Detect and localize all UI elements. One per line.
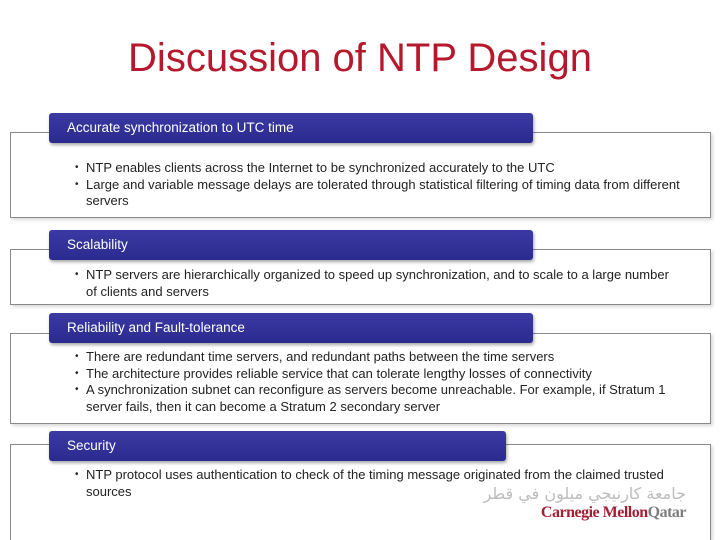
university-logo <box>484 484 686 522</box>
bullet-icon: • <box>75 351 79 362</box>
logo-name-primary: Carnegie Mellon <box>540 504 648 521</box>
bullet-text: NTP protocol uses authentication to check of the timing message originated from the claimed trusted sources <box>86 467 664 499</box>
section-reliability-box <box>10 333 711 424</box>
section-accuracy-box <box>10 132 711 218</box>
bullet-text: NTP servers are hierarchically organized to speed up synchronization, and to scale to a large number of clients and servers <box>86 267 669 299</box>
list-item <box>11 349 710 366</box>
bullet-text: A synchronization subnet can reconfigure as servers become unreachable. For example, if Stratum 1 server fails, then it can become a Stratum 2 secondary server <box>86 382 666 414</box>
logo-name-secondary: Qatar <box>647 504 686 521</box>
section-heading-accuracy: Accurate synchronization to UTC time <box>49 113 533 143</box>
section-heading-scalability: Scalability <box>49 230 533 260</box>
bullet-text: The architecture provides reliable service that can tolerate lengthy losses of connectivity <box>86 365 592 381</box>
bullet-icon: • <box>75 367 79 379</box>
bullet-text: Large and variable message delays are tolerated through statistical filtering of timing data from different servers <box>86 176 680 208</box>
section-reliability-bullets <box>11 349 710 415</box>
list-item <box>11 382 710 415</box>
bullet-icon: • <box>75 469 79 480</box>
logo-arabic-text: جامعة كارنيجي ميلون في قطر <box>483 484 686 503</box>
bullet-text: There are redundant time servers, and redundant paths between the time servers <box>86 349 555 364</box>
list-item <box>11 366 710 383</box>
bullet-icon: • <box>75 269 79 280</box>
list-item <box>11 177 710 210</box>
section-heading-security: Security <box>49 431 506 461</box>
bullet-icon: • <box>75 178 79 190</box>
section-heading-reliability: Reliability and Fault-tolerance <box>49 313 533 343</box>
list-item <box>11 267 710 300</box>
list-item <box>11 160 710 177</box>
section-scalability-bullets <box>11 267 710 300</box>
section-accuracy-bullets <box>11 160 710 210</box>
bullet-text: NTP enables clients across the Internet to be synchronized accurately to the UTC <box>86 160 555 175</box>
logo-english-text <box>484 504 686 522</box>
bullet-icon: • <box>75 384 79 395</box>
slide-title: Discussion of NTP Design <box>128 36 592 80</box>
bullet-icon: • <box>75 162 79 173</box>
